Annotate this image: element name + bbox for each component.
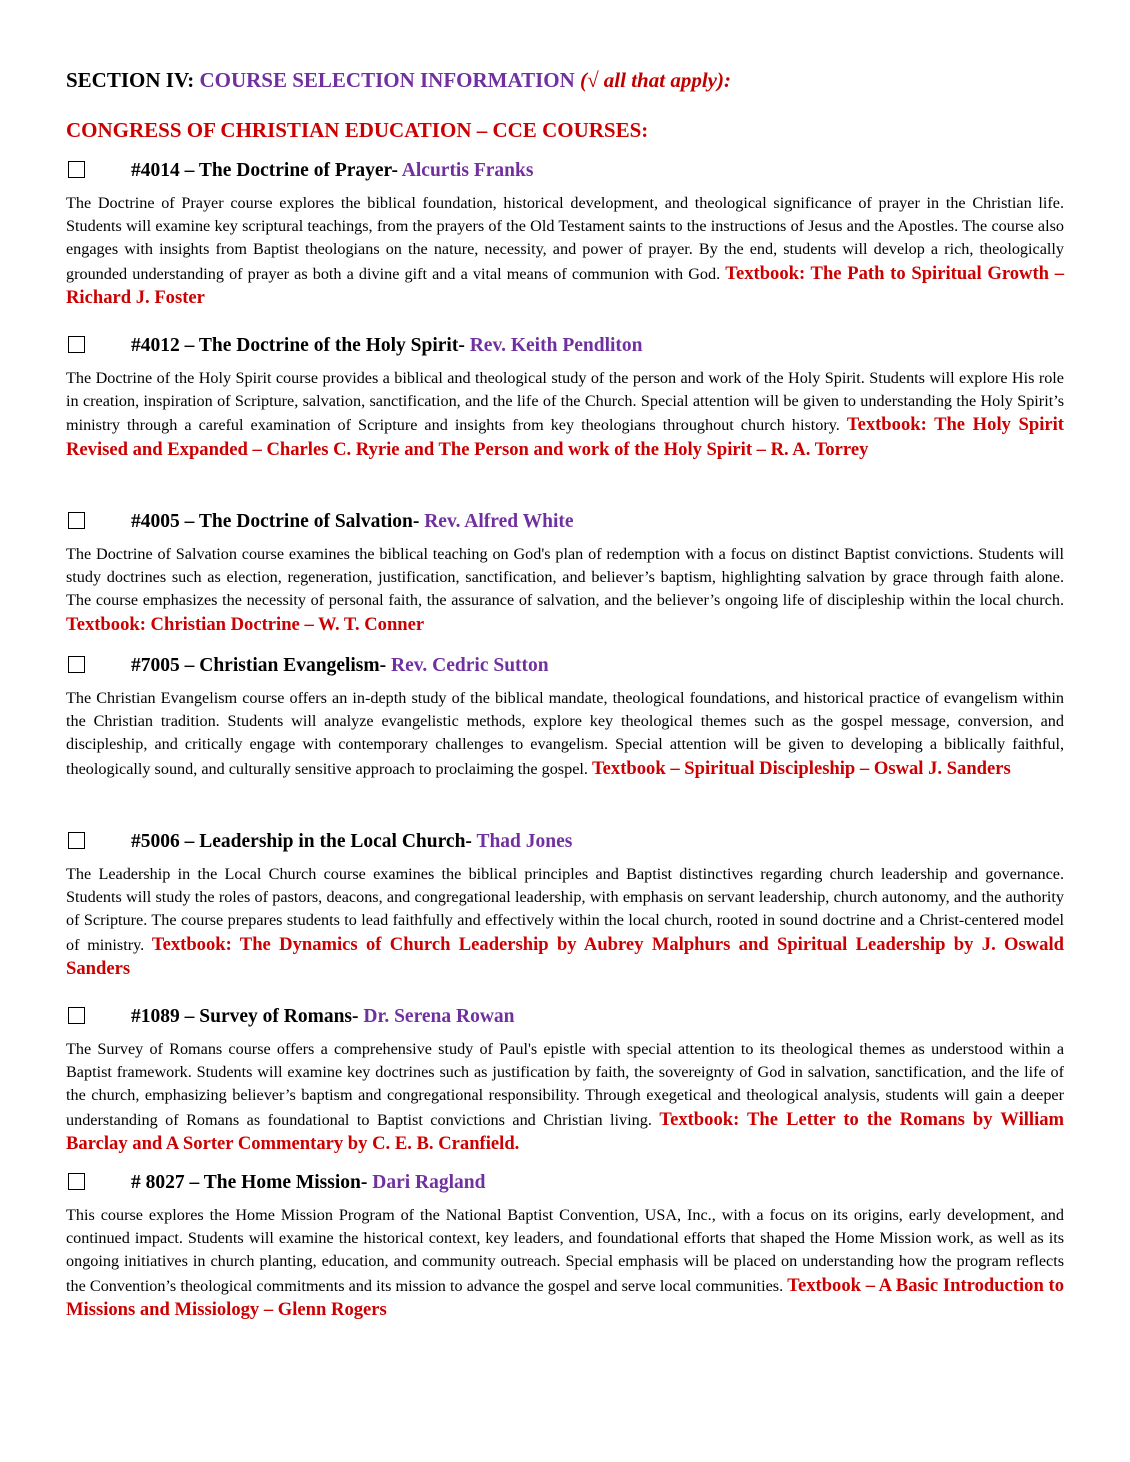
course-4005 bbox=[66, 509, 1064, 637]
course-description bbox=[66, 367, 1064, 462]
course-title bbox=[131, 509, 574, 535]
course-instructor: Rev. Cedric Sutton bbox=[386, 655, 549, 676]
description-text: The Christian Evangelism course offers an in-depth study of the biblical mandate, theological foundations, and historical practice of evangelism within the Christian tradition. Students will analyze evangelistic methods, explore key theological themes such as the gospel message, conversion, and discipleship, and critically engage with contemporary challenges to evangelism. Special attention will be given to developing a biblically faithful, theologically sound, and culturally sensitive approach to proclaiming the gospel. bbox=[66, 689, 1064, 778]
section-colon: : bbox=[723, 68, 731, 92]
course-title bbox=[131, 1004, 515, 1030]
description-text: The Doctrine of the Holy Spirit course provides a biblical and theological study of the person and work of the Holy Spirit. Students will explore His role in creation, inspiration of Scripture, salvation, sanctification, and the life of the Church. Special attention will be given to understanding the Holy Spirit’s ministry through a careful examination of Scripture and insights from key theologians throughout church history. bbox=[66, 369, 1064, 435]
course-checkbox[interactable] bbox=[68, 832, 85, 849]
course-instructor: Rev. Keith Pendliton bbox=[464, 335, 643, 356]
course-checkbox[interactable] bbox=[68, 512, 85, 529]
description-text: The Doctrine of Prayer course explores the biblical foundation, historical development, and theological significance of prayer in the Christian life. Students will examine key scriptural teachings, from the prayers of the Old Testament saints to the instructions of Jesus and the Apostles. The course also engages with insights from Baptist theologians on the nature, necessity, and power of prayer. By the end, students will develop a rich, theologically grounded understanding of prayer as both a divine gift and a vital means of communion with God. bbox=[66, 194, 1064, 283]
course-instructor: Dr. Serena Rowan bbox=[358, 1006, 515, 1027]
course-instructor: Rev. Alfred White bbox=[419, 511, 574, 532]
course-checkbox[interactable] bbox=[68, 1173, 85, 1190]
course-header bbox=[66, 333, 1064, 359]
course-title bbox=[131, 333, 643, 359]
course-description bbox=[66, 1038, 1064, 1156]
course-1089 bbox=[66, 1004, 1064, 1156]
course-title bbox=[131, 829, 572, 855]
section-note: (√ all that apply) bbox=[580, 68, 724, 92]
section-title bbox=[66, 66, 731, 94]
course-header bbox=[66, 829, 1064, 855]
course-header bbox=[66, 1170, 1064, 1196]
description-text: The Survey of Romans course offers a comprehensive study of Paul's epistle with special attention to its theological themes as understood within a Baptist framework. Students will examine key doctrines such as justification by faith, the sovereignty of God in salvation, sanctification, and the life of the church, emphasizing believer’s baptism and congregational responsibility. Through exegetical and theological analysis, students will gain a deeper understanding of Romans as foundational to Baptist convictions and Christian living. bbox=[66, 1040, 1064, 1129]
course-textbook: Textbook – A Basic Introduction to Missions and Missiology – Glenn Rogers bbox=[66, 1274, 1064, 1320]
course-description bbox=[66, 1204, 1064, 1322]
course-description bbox=[66, 863, 1064, 981]
course-textbook: Textbook: The Dynamics of Church Leadership by Aubrey Malphurs and Spiritual Leadership by J. Oswald Sanders bbox=[66, 933, 1064, 979]
course-checkbox[interactable] bbox=[68, 1007, 85, 1024]
course-description bbox=[66, 192, 1064, 310]
course-code-title: #1089 – Survey of Romans- bbox=[131, 1006, 359, 1027]
course-header bbox=[66, 158, 1064, 184]
course-checkbox[interactable] bbox=[68, 336, 85, 353]
course-textbook: Textbook: The Path to Spiritual Growth – Richard J. Foster bbox=[66, 262, 1065, 308]
course-4014 bbox=[66, 158, 1064, 310]
section-label: SECTION IV: bbox=[66, 68, 200, 92]
description-text: The Leadership in the Local Church course examines the biblical principles and Baptist distinctives regarding church leadership and governance. Students will study the roles of pastors, deacons, and congregational leadership, with emphasis on servant leadership, church autonomy, and the authority of Scripture. The course prepares students to lead faithfully and effectively within the local church, rooted in sound doctrine and a Christ-centered model of ministry. bbox=[66, 865, 1064, 954]
course-code-title: #4005 – The Doctrine of Salvation- bbox=[131, 511, 420, 532]
course-code-title: #7005 – Christian Evangelism- bbox=[131, 655, 387, 676]
course-7005 bbox=[66, 653, 1064, 781]
section-heading: COURSE SELECTION INFORMATION bbox=[199, 68, 575, 92]
course-description bbox=[66, 687, 1064, 781]
course-code-title: # 8027 – The Home Mission- bbox=[131, 1172, 368, 1193]
course-textbook: Textbook: The Letter to the Romans by William Barclay and A Sorter Commentary by C. E. B. Cranfield. bbox=[66, 1108, 1065, 1154]
congress-title: CONGRESS OF CHRISTIAN EDUCATION – CCE COURSES: bbox=[66, 118, 649, 142]
course-title bbox=[131, 1170, 485, 1196]
course-8027 bbox=[66, 1170, 1064, 1322]
course-textbook: Textbook: The Holy Spirit Revised and Expanded – Charles C. Ryrie and The Person and work of the Holy Spirit – R. A. Torrey bbox=[66, 414, 1064, 460]
course-title bbox=[131, 158, 533, 184]
course-textbook: Textbook – Spiritual Discipleship – Oswal J. Sanders bbox=[591, 757, 1011, 779]
course-header bbox=[66, 653, 1064, 679]
course-checkbox[interactable] bbox=[68, 656, 85, 673]
course-textbook: Textbook: Christian Doctrine – W. T. Conner bbox=[66, 613, 425, 635]
course-header bbox=[66, 1004, 1064, 1030]
course-title bbox=[131, 653, 549, 679]
course-5006 bbox=[66, 829, 1064, 981]
course-description bbox=[66, 543, 1064, 637]
course-code-title: #4014 – The Doctrine of Prayer- bbox=[131, 160, 398, 181]
course-code-title: #5006 – Leadership in the Local Church- bbox=[131, 831, 472, 852]
description-text: This course explores the Home Mission Program of the National Baptist Convention, USA, Inc., with a focus on its origins, early development, and continued impact. Students will examine the historical context, key leaders, and foundational efforts that shaped the Home Mission work, as well as its ongoing initiatives in church planting, education, and community outreach. Special emphasis will be placed on understanding how the program reflects the Convention’s theological commitments and its mission to advance the gospel and serve local communities. bbox=[66, 1206, 1064, 1295]
course-checkbox[interactable] bbox=[68, 161, 85, 178]
course-code-title: #4012 – The Doctrine of the Holy Spirit- bbox=[131, 335, 465, 356]
course-instructor: Dari Ragland bbox=[367, 1172, 486, 1193]
course-4012 bbox=[66, 333, 1064, 462]
course-instructor: Thad Jones bbox=[471, 831, 573, 852]
course-instructor: Alcurtis Franks bbox=[397, 160, 534, 181]
course-header bbox=[66, 509, 1064, 535]
description-text: The Doctrine of Salvation course examines the biblical teaching on God's plan of redemption with a focus on distinct Baptist convictions. Students will study doctrines such as election, regeneration, justification, sanctification, and believer’s baptism, highlighting salvation by grace through faith alone. The course emphasizes the necessity of personal faith, the assurance of salvation, and the believer’s ongoing life of discipleship within the local church. bbox=[66, 545, 1064, 610]
